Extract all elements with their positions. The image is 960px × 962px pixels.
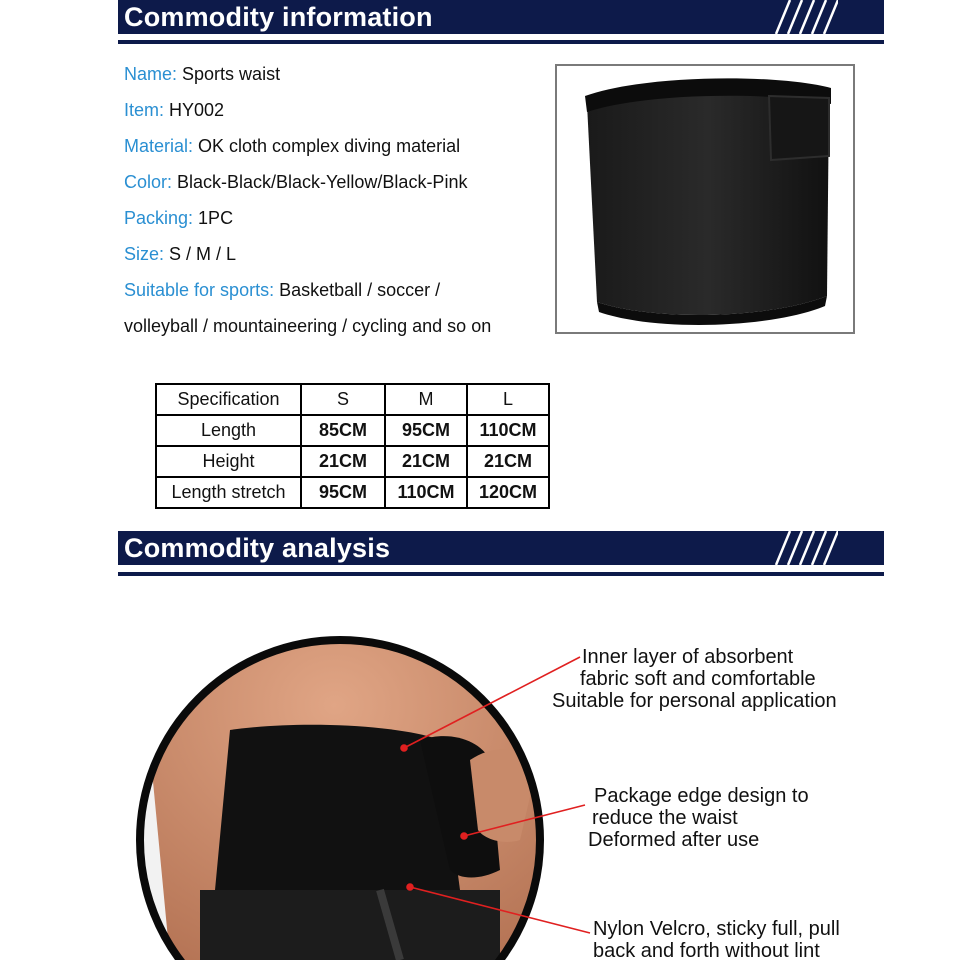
stripes-decoration <box>768 0 838 34</box>
info-name: Name: Sports waist <box>124 64 281 84</box>
info-sports: Suitable for sports: Basketball / soccer / <box>124 280 441 300</box>
section-title: Commodity information <box>124 2 433 32</box>
table-header-cell: M <box>385 384 467 415</box>
table-cell: Length <box>156 415 301 446</box>
table-row <box>156 415 549 446</box>
product-photo <box>555 64 855 334</box>
table-row <box>156 477 549 508</box>
table-cell: 21CM <box>385 446 467 477</box>
table-cell: 85CM <box>301 415 385 446</box>
callout-velcro: Nylon Velcro, sticky full, pull back and forth without lint <box>593 918 840 962</box>
table-header-cell: L <box>467 384 549 415</box>
table-header-row <box>156 384 549 415</box>
table-cell: 120CM <box>467 477 549 508</box>
info-item: Item: HY002 <box>124 100 225 120</box>
spec-table <box>155 383 550 509</box>
table-row <box>156 446 549 477</box>
table-cell: Length stretch <box>156 477 301 508</box>
stripes-decoration <box>768 531 838 565</box>
info-size: Size: S / M / L <box>124 244 237 264</box>
callout-package-edge: Package edge design to reduce the waist Deformed after use <box>588 785 809 851</box>
table-cell: Height <box>156 446 301 477</box>
table-cell: 21CM <box>301 446 385 477</box>
section-title: Commodity analysis <box>124 533 391 563</box>
section-banner-analysis <box>118 531 884 565</box>
info-material: Material: OK cloth complex diving material <box>124 136 461 156</box>
table-cell: 110CM <box>467 415 549 446</box>
section-banner-info <box>118 0 884 34</box>
info-packing: Packing: 1PC <box>124 208 234 228</box>
table-cell: 95CM <box>385 415 467 446</box>
callout-inner-layer: Inner layer of absorbent fabric soft and comfortable Suitable for personal application <box>552 646 837 712</box>
info-sports-cont: volleyball / mountaineering / cycling and so on <box>124 316 492 336</box>
table-cell: 95CM <box>301 477 385 508</box>
table-header-cell: Specification <box>156 384 301 415</box>
banner-underline <box>118 40 884 44</box>
banner-underline <box>118 572 884 576</box>
table-header-cell: S <box>301 384 385 415</box>
table-cell: 21CM <box>467 446 549 477</box>
waist-belt-image <box>557 66 853 332</box>
table-cell: 110CM <box>385 477 467 508</box>
info-color: Color: Black-Black/Black-Yellow/Black-Pink <box>124 172 468 192</box>
